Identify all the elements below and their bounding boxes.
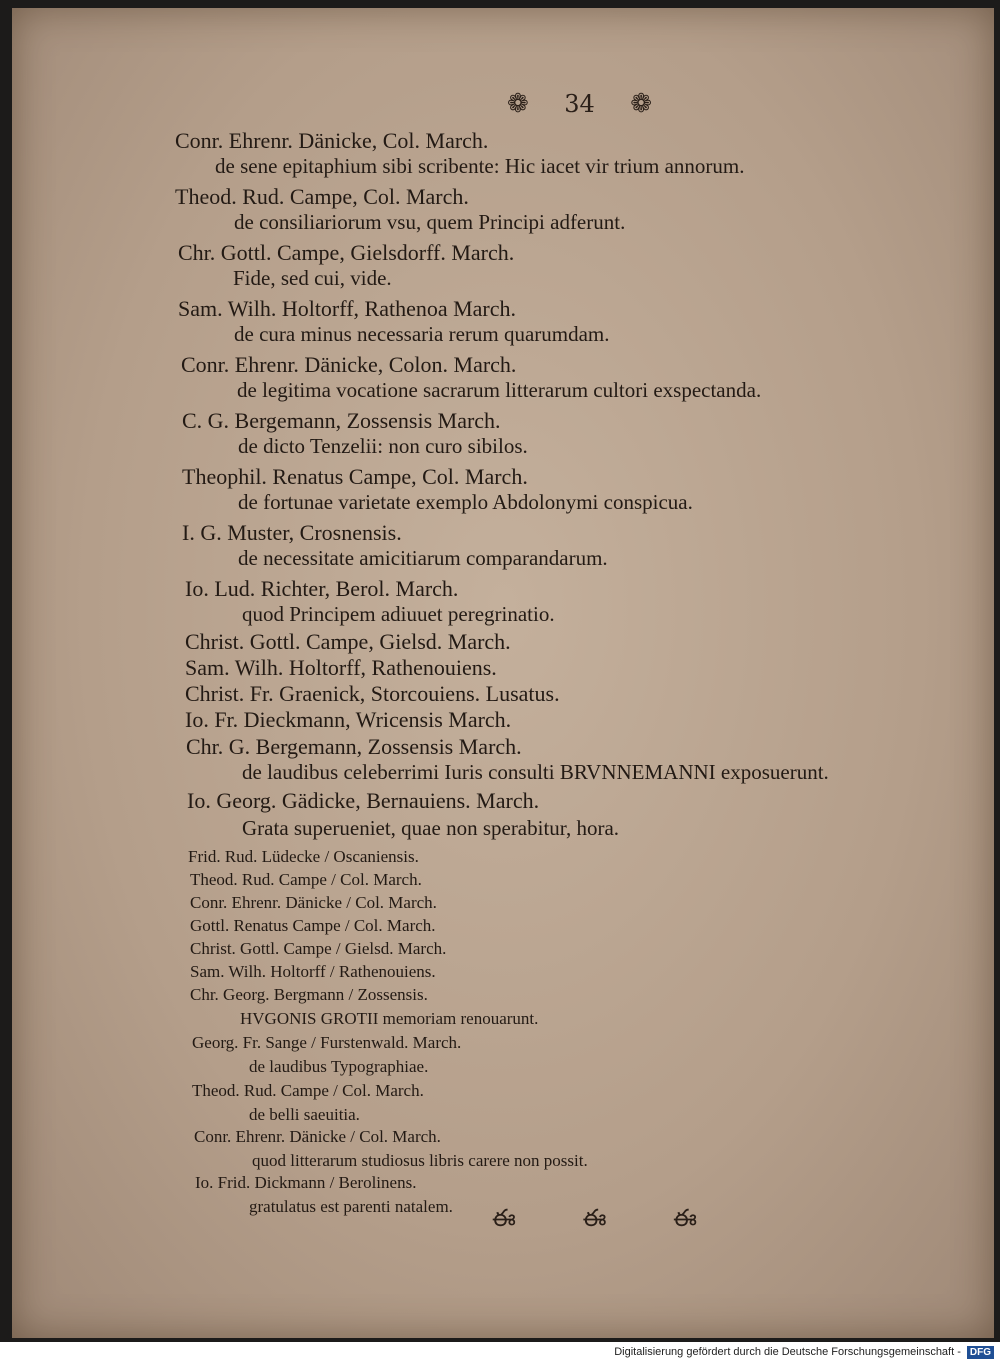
footer-ornament-icon: ఈ [673, 1204, 697, 1232]
footer-ornaments [492, 1204, 697, 1238]
page-header [507, 88, 652, 120]
text-line: de legitima vocatione sacrarum litterarum cultori exspectanda. [237, 378, 762, 402]
text-line: Fide, sed cui, vide. [233, 266, 392, 290]
text-line: Theod. Rud. Campe / Col. March. [190, 870, 422, 889]
text-line: Theod. Rud. Campe / Col. March. [192, 1081, 424, 1100]
text-line: de belli saeuitia. [249, 1105, 360, 1124]
text-line: Io. Frid. Dickmann / Berolinens. [195, 1173, 417, 1192]
text-line: de consiliariorum vsu, quem Principi adferunt. [234, 210, 626, 234]
credit-text: Digitalisierung gefördert durch die Deutsche Forschungsgemeinschaft - [614, 1346, 961, 1358]
footer-ornament-icon: ఈ [582, 1204, 607, 1232]
text-line: Christ. Gottl. Campe, Gielsd. March. [185, 629, 511, 654]
text-line: Conr. Ehrenr. Dänicke, Col. March. [175, 128, 489, 153]
text-line: Io. Georg. Gädicke, Bernauiens. March. [187, 788, 540, 813]
footer-ornament-icon: ఈ [492, 1204, 516, 1232]
text-line: Io. Lud. Richter, Berol. March. [185, 576, 459, 601]
text-line: Chr. Gottl. Campe, Gielsdorff. March. [178, 240, 515, 265]
text-line: de dicto Tenzelii: non curo sibilos. [238, 434, 528, 458]
text-line: Theod. Rud. Campe, Col. March. [175, 184, 469, 209]
text-line: Grata superueniet, quae non sperabitur, hora. [242, 816, 620, 840]
text-line: quod litterarum studiosus libris carere non possit. [252, 1151, 588, 1170]
text-line: Sam. Wilh. Holtorff / Rathenouiens. [190, 962, 436, 981]
text-line: Chr. Georg. Bergmann / Zossensis. [190, 985, 428, 1004]
page-number: 34 [564, 90, 595, 118]
text-line: de necessitate amicitiarum comparandarum. [238, 546, 608, 570]
text-line: Sam. Wilh. Holtorff, Rathenouiens. [185, 655, 497, 680]
text-line: Christ. Gottl. Campe / Gielsd. March. [190, 939, 447, 958]
text-line: Georg. Fr. Sange / Furstenwald. March. [192, 1033, 462, 1052]
text-line: Theophil. Renatus Campe, Col. March. [182, 464, 528, 489]
text-line: I. G. Muster, Crosnensis. [182, 520, 402, 545]
dfg-logo-icon: DFG [967, 1346, 994, 1359]
text-line: Conr. Ehrenr. Dänicke / Col. March. [190, 893, 437, 912]
text-line: Io. Fr. Dieckmann, Wricensis March. [185, 707, 512, 732]
digitization-credit [0, 1342, 1000, 1362]
text-line: HVGONIS GROTII memoriam renouarunt. [240, 1009, 539, 1028]
text-line: de cura minus necessaria rerum quarumdam. [234, 322, 610, 346]
text-line: de laudibus celeberrimi Iuris consulti BRVNNEMANNI exposuerunt. [242, 760, 829, 784]
text-line: Gottl. Renatus Campe / Col. March. [190, 916, 436, 935]
text-line: quod Principem adiuuet peregrinatio. [242, 602, 555, 626]
text-line: C. G. Bergemann, Zossensis March. [182, 408, 501, 433]
text-line: Conr. Ehrenr. Dänicke, Colon. March. [181, 352, 517, 377]
text-line: de laudibus Typographiae. [249, 1057, 429, 1076]
text-line: Conr. Ehrenr. Dänicke / Col. March. [194, 1127, 441, 1146]
text-line: Frid. Rud. Lüdecke / Oscaniensis. [188, 847, 419, 866]
text-line: de sene epitaphium sibi scribente: Hic iacet vir trium annorum. [215, 154, 745, 178]
text-line: Sam. Wilh. Holtorff, Rathenoa March. [178, 296, 517, 321]
book-page [12, 8, 994, 1338]
text-line: gratulatus est parenti natalem. [249, 1197, 453, 1216]
flower-ornament-right: ❁ [630, 89, 652, 119]
text-line: Chr. G. Bergemann, Zossensis March. [186, 734, 522, 759]
flower-ornament-left: ❁ [507, 89, 529, 119]
text-line: de fortunae varietate exemplo Abdolonymi conspicua. [238, 490, 693, 514]
text-line: Christ. Fr. Graenick, Storcouiens. Lusatus. [185, 681, 560, 706]
